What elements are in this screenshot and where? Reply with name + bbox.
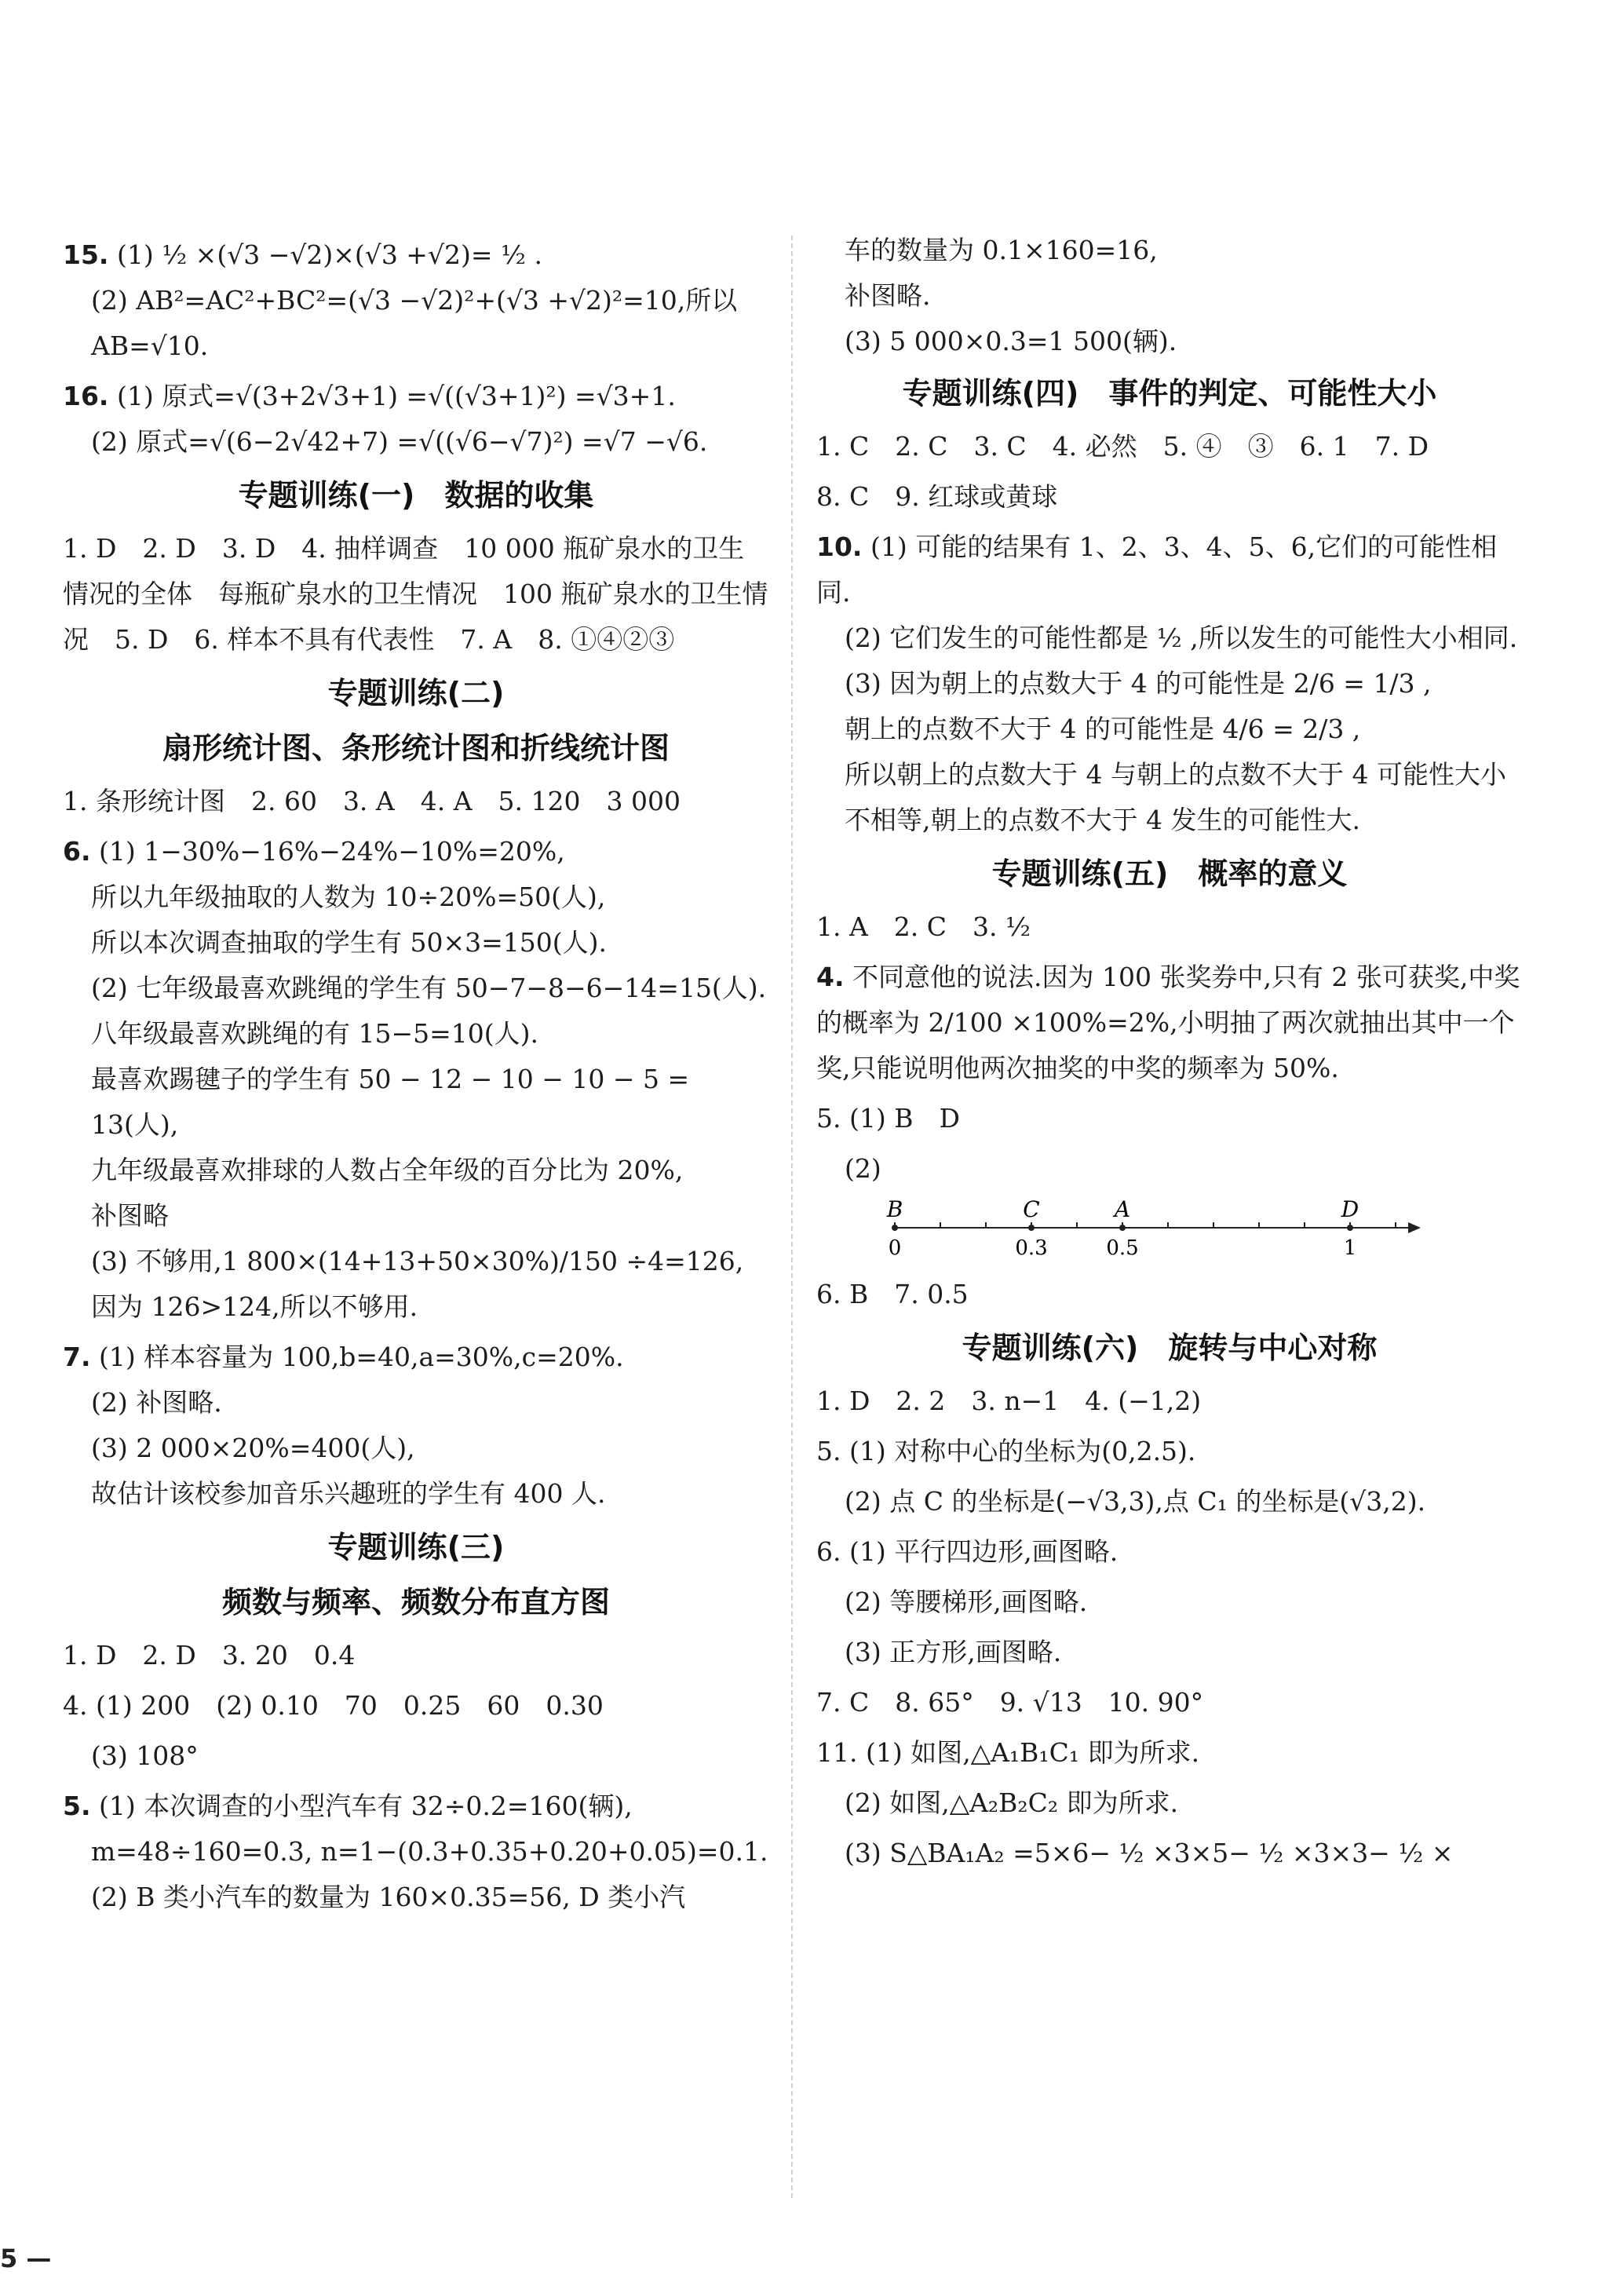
point-label: D [1341, 1196, 1359, 1222]
q6-line: 九年级最喜欢排球的人数占全年级的百分比为 20%, [91, 1155, 684, 1185]
answer-7 [63, 1335, 769, 1517]
section-6-line: 6. (1) 平行四边形,画图略. [816, 1536, 1119, 1567]
q6-line: 所以九年级抽取的人数为 10÷20%=50(人), [91, 882, 606, 912]
q5-line: (2) B 类小汽车的数量为 160×0.35=56, D 类小汽 [91, 1882, 686, 1912]
section-heading-2b: 扇形统计图、条形统计图和折线统计图 [162, 731, 670, 765]
section-heading-2a: 专题训练(二) [327, 676, 505, 710]
continuation-line: (3) 5 000×0.3=1 500(辆). [845, 326, 1177, 356]
section-6-line: (2) 如图,△A₂B₂C₂ 即为所求. [845, 1787, 1179, 1818]
section-3-line: (3) 108° [91, 1740, 199, 1771]
section-3-line: 4. (1) 200 (2) 0.10 70 0.25 60 0.30 [63, 1690, 604, 1721]
q10-line: 朝上的点数不大于 4 的可能性是 4/6 = 2/3 , [845, 714, 1361, 744]
q10-line: (3) 因为朝上的点数大于 4 的可能性是 2/6 = 1/3 , [845, 668, 1432, 699]
q15-part1: (1) ½ ×(√3 −√2)×(√3 +√2)= ½ . [116, 239, 542, 270]
q15-part2: (2) AB²=AC²+BC²=(√3 −√2)²+(√3 +√2)²=10,所以 AB=√10. [91, 285, 738, 361]
q16-part1: (1) 原式=√(3+2√3+1) =√((√3+1)²) =√3+1. [116, 381, 676, 411]
left-column [63, 228, 769, 1925]
section-4-line: 1. C 2. C 3. C 4. 必然 5. ④ ③ 6. 1 7. D [816, 431, 1429, 462]
tick-label: 0.5 [1106, 1236, 1139, 1260]
q6-line: 因为 126>124,所以不够用. [91, 1291, 418, 1322]
q6-label: 6. [63, 836, 91, 867]
q10-label: 10. [816, 531, 863, 562]
arrow-head-icon [1408, 1222, 1421, 1233]
section-6-line: (3) 正方形,画图略. [845, 1637, 1062, 1667]
q7-label: 7. [63, 1342, 91, 1372]
column-divider [791, 236, 793, 2198]
answer-15 [63, 232, 769, 369]
q10-line: (2) 它们发生的可能性都是 ½ ,所以发生的可能性大小相同. [845, 623, 1518, 653]
q7-line: (3) 2 000×20%=400(人), [91, 1433, 415, 1463]
right-column [816, 228, 1523, 1881]
section-heading-3a: 专题训练(三) [327, 1530, 505, 1565]
answer-5-s3 [63, 1784, 769, 1920]
q10-line: (1) 可能的结果有 1、2、3、4、5、6,它们的可能性相同. [816, 531, 1498, 608]
q5-label: 5. [63, 1791, 91, 1821]
section-1-answers: 1. D 2. D 3. D 4. 抽样调查 10 000 瓶矿泉水的卫生情况的全体 每瓶矿泉水的卫生情况 100 瓶矿泉水的卫生情况 5. D 6. 样本不具有代表性 7. A 8. ①④②③ [63, 533, 768, 655]
point-A [1119, 1225, 1126, 1231]
section-6-line: 7. C 8. 65° 9. √13 10. 90° [816, 1687, 1204, 1718]
q6-line: 最喜欢踢毽子的学生有 50 − 12 − 10 − 10 − 5 = 13(人), [91, 1064, 690, 1140]
answer-10 [816, 524, 1523, 843]
q6-line: 补图略 [91, 1200, 169, 1231]
section-6-line: (2) 等腰梯形,画图略. [845, 1586, 1088, 1617]
continuation-line: 补图略. [845, 280, 931, 311]
page-number: 5 — [0, 2244, 52, 2273]
q4-label: 4. [816, 962, 845, 992]
section-6-line: 1. D 2. 2 3. n−1 4. (−1,2) [816, 1386, 1202, 1416]
section-heading-3b: 频数与频率、频数分布直方图 [221, 1585, 610, 1619]
point-C [1028, 1225, 1035, 1231]
q7-line: (1) 样本容量为 100,b=40,a=30%,c=20%. [99, 1342, 624, 1372]
q6-line: 八年级最喜欢跳绳的有 15−5=10(人). [91, 1018, 539, 1049]
point-label: A [1114, 1196, 1131, 1222]
tick-label: 0 [888, 1236, 902, 1260]
q4-text: 不同意他的说法.因为 100 张奖券中,只有 2 张可获奖,中奖的概率为 2/100 ×100%=2%,小明抽了两次就抽出其中一个奖,只能说明他两次抽奖的中奖的频率为 50%. [816, 962, 1520, 1083]
answer-16 [63, 374, 769, 465]
q16-label: 16. [63, 381, 109, 411]
q5-line: m=48÷160=0.3, n=1−(0.3+0.35+0.20+0.05)=0.1. [91, 1836, 768, 1867]
section-5-end-line: 6. B 7. 0.5 [816, 1279, 969, 1309]
q6-line: (2) 七年级最喜欢跳绳的学生有 50−7−8−6−14=15(人). [91, 973, 767, 1003]
section-6-line: (3) S△BA₁A₂ =5×6− ½ ×3×5− ½ ×3×3− ½ × [845, 1838, 1454, 1868]
section-heading-5: 专题训练(五) 概率的意义 [991, 856, 1348, 891]
q15-label: 15. [63, 239, 109, 270]
tick-label: 1 [1343, 1236, 1357, 1260]
section-6-line: 5. (1) 对称中心的坐标为(0,2.5). [816, 1436, 1196, 1466]
number-line [879, 1196, 1429, 1267]
answer-5-s5-line2: (2) [845, 1153, 881, 1184]
q5-line: (1) 本次调查的小型汽车有 32÷0.2=160(辆), [99, 1791, 633, 1821]
section-3-line: 1. D 2. D 3. 20 0.4 [63, 1640, 356, 1670]
section-6-line: 11. (1) 如图,△A₁B₁C₁ 即为所求. [816, 1737, 1200, 1768]
q6-line: 所以本次调查抽取的学生有 50×3=150(人). [91, 927, 608, 958]
point-label: C [1023, 1196, 1040, 1222]
section-heading-6: 专题训练(六) 旋转与中心对称 [962, 1331, 1378, 1365]
q10-line: 所以朝上的点数大于 4 与朝上的点数不大于 4 可能性大小不相等,朝上的点数不大于 4 发生的可能性大. [845, 759, 1506, 835]
q7-line: (2) 补图略. [91, 1387, 222, 1418]
answer-4-s5 [816, 955, 1523, 1091]
q7-line: 故估计该校参加音乐兴趣班的学生有 400 人. [91, 1478, 606, 1509]
point-D [1347, 1225, 1353, 1231]
section-2-line1: 1. 条形统计图 2. 60 3. A 4. A 5. 120 3 000 [63, 786, 681, 816]
section-heading-4: 专题训练(四) 事件的判定、可能性大小 [902, 376, 1437, 411]
q16-part2: (2) 原式=√(6−2√42+7) =√((√6−√7)²) =√7 −√6. [91, 426, 708, 457]
point-B [892, 1225, 898, 1231]
point-label: B [886, 1196, 903, 1222]
q6-line: (3) 不够用,1 800×(14+13+50×30%)/150 ÷4=126, [91, 1246, 744, 1276]
answer-6 [63, 829, 769, 1330]
section-5-line1: 1. A 2. C 3. ½ [816, 911, 1031, 942]
section-4-line: 8. C 9. 红球或黄球 [816, 481, 1058, 512]
section-heading-1: 专题训练(一) 数据的收集 [238, 478, 594, 513]
q6-line: (1) 1−30%−16%−24%−10%=20%, [99, 836, 565, 867]
answer-5-s5-line1: 5. (1) B D [816, 1103, 960, 1134]
section-6-line: (2) 点 C 的坐标是(−√3,3),点 C₁ 的坐标是(√3,2). [845, 1486, 1426, 1517]
tick-label: 0.3 [1015, 1236, 1048, 1260]
continuation-line: 车的数量为 0.1×160=16, [845, 235, 1158, 265]
